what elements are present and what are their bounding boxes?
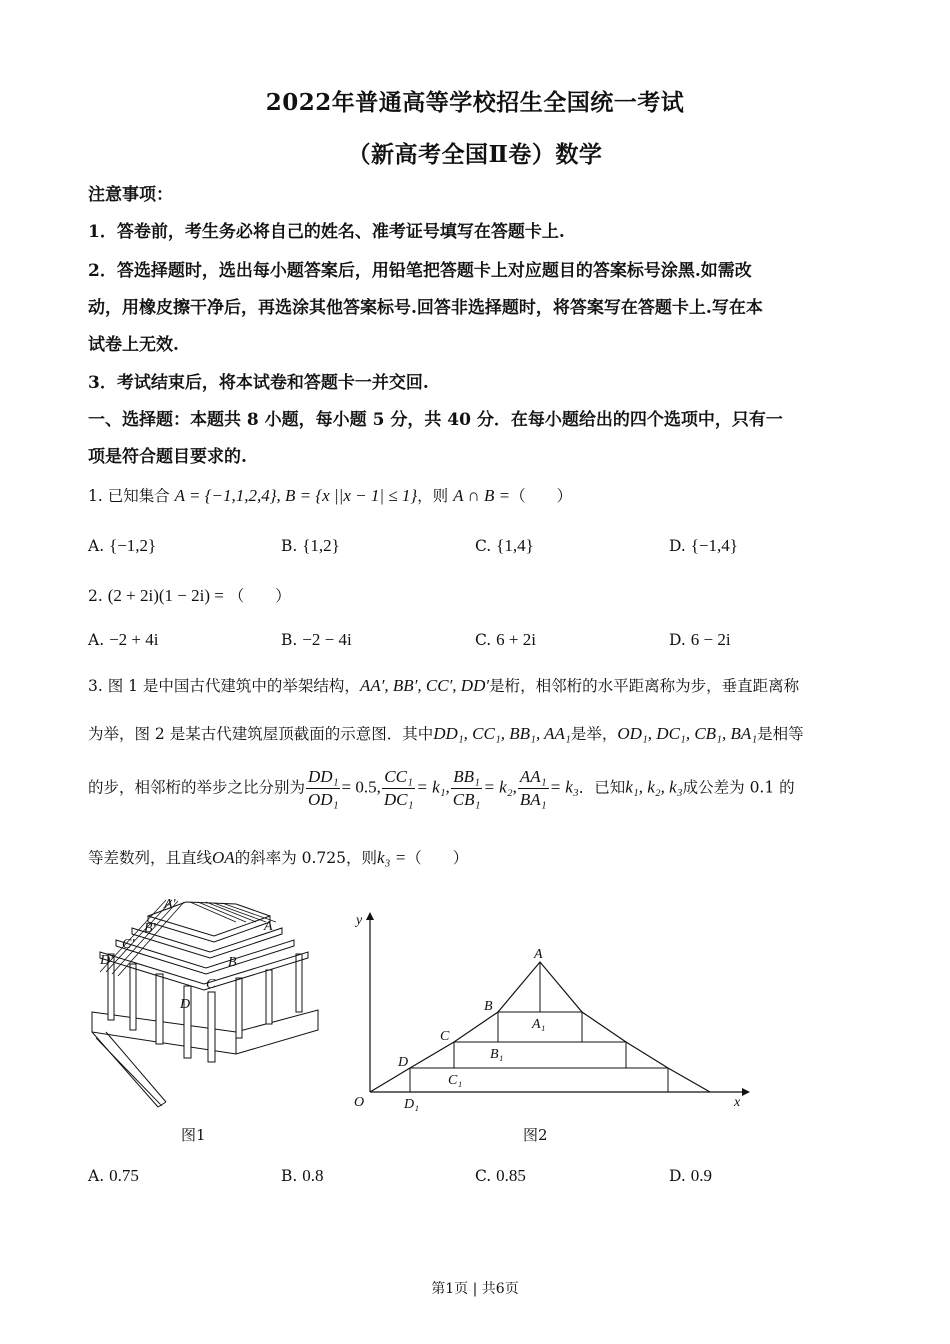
q2-prefix: 2. — [88, 587, 103, 605]
figure-2-caption: 图2 — [523, 1126, 548, 1144]
fig2-point-a: A — [534, 947, 543, 962]
q3-option-c: C. 0.85 — [475, 1166, 526, 1185]
figure-2-diagram — [350, 906, 750, 1116]
q1-option-b: B. {1,2} — [281, 536, 340, 555]
q2-option-c: C. 6 + 2i — [475, 630, 536, 649]
q2-option-a: A. −2 + 4i — [88, 630, 159, 649]
q1-prefix: 1. 已知集合 — [88, 487, 170, 505]
fig1-label-c: C — [206, 977, 216, 992]
fig1-label-a-prime: A′ — [164, 897, 176, 912]
page-footer: 第1页 | 共6页 — [431, 1281, 519, 1297]
q1-mid: ，则 — [417, 487, 449, 505]
notice-item-2c: 试卷上无效. — [88, 335, 179, 355]
fig1-label-b-prime: B′ — [144, 921, 156, 936]
exam-title: 2022年普通高等学校招生全国统一考试 — [265, 89, 685, 116]
q2-option-b: B. −2 − 4i — [281, 630, 352, 649]
exam-subtitle: （新高考全国Ⅱ卷）数学 — [347, 141, 603, 168]
fig1-label-d-prime: D′ — [100, 953, 114, 968]
q2-option-d: D. 6 − 2i — [669, 630, 731, 649]
q3-option-a: A. 0.75 — [88, 1166, 139, 1185]
notice-item-2a: 2．答选择题时，选出每小题答案后，用铅笔把答题卡上对应题目的答案标号涂黑.如需改 — [88, 261, 752, 281]
notice-item-2b: 动，用橡皮擦干净后，再选涂其他答案标号.回答非选择题时，将答案写在答题卡上.写在本 — [88, 298, 763, 318]
notice-item-3: 3．考试结束后，将本试卷和答题卡一并交回. — [88, 373, 429, 393]
question-3-line-2: 为举，图 2 是某古代建筑屋顶截面的示意图．其中DD₁, CC₁, BB₁, AA₁是举，OD₁, DC₁, CB₁, BA₁是相等 — [88, 724, 804, 743]
question-1 — [88, 484, 868, 506]
q1-intersection: A ∩ B = — [453, 486, 511, 505]
fig2-point-d: D — [398, 1055, 409, 1070]
notice-heading: 注意事项： — [88, 185, 173, 205]
fig2-point-b1: B₁ — [490, 1047, 504, 1062]
q3-option-b: B. 0.8 — [281, 1166, 324, 1185]
section-1-line-2: 项是符合题目要求的. — [88, 447, 247, 467]
fig1-label-b: B — [228, 955, 237, 970]
fig2-point-c: C — [440, 1029, 450, 1044]
q1-option-d: D. {−1,4} — [669, 536, 738, 555]
fig2-point-d1: D₁ — [404, 1097, 419, 1112]
q3-option-d: D. 0.9 — [669, 1166, 712, 1185]
q1-bracket: （ ） — [510, 487, 573, 505]
question-3-line-3: 的步，相邻桁的举步之比分别为 $\frac{\text{DD₁}}{\text{OD₁}}$ = 0.5, $\frac{\text{CC₁}}{\text{DC₁}}$ = k₁, $\frac{\text{BB₁}}{\text{CB₁}}$ = k₂, $\frac{\text{AA₁}}{\text{BA₁}}$ = k₃．已知k₁, k₂, k₃成公差为 0.1 的 — [88, 767, 795, 809]
fig2-point-b: B — [484, 999, 493, 1014]
fig2-axis-x: x — [734, 1095, 741, 1110]
fig2-axis-y: y — [356, 913, 363, 928]
notice-item-1: 1．答卷前，考生务必将自己的姓名、准考证号填写在答题卡上. — [88, 222, 565, 242]
fig1-label-c-prime: C′ — [122, 937, 135, 952]
question-3-line-1: 3. 图 1 是中国古代建筑中的举架结构，AA′, BB′, CC′, DD′是桁，相邻桁的水平距离称为步，垂直距离称 — [88, 676, 800, 695]
figure-1-building — [86, 892, 326, 1114]
fig2-origin: O — [354, 1095, 365, 1110]
fig1-label-d: D — [180, 997, 191, 1012]
fig1-label-a: A — [264, 919, 273, 934]
question-2 — [88, 584, 868, 606]
q2-bracket: （ ） — [228, 587, 291, 605]
fig2-point-c1: C₁ — [448, 1073, 463, 1088]
question-3-line-4: 等差数列，且直线OA的斜率为 0.725，则k₃ =（ ） — [88, 848, 469, 867]
q1-option-a: A. {−1,2} — [88, 536, 157, 555]
figure-1-caption: 图1 — [181, 1126, 206, 1144]
q2-expression: (2 + 2i)(1 − 2i) = — [107, 586, 224, 605]
q1-option-c: C. {1,4} — [475, 536, 534, 555]
q1-sets: A = {−1,1,2,4}, B = {x ||x − 1| ≤ 1} — [174, 486, 418, 505]
fig2-point-a1: A₁ — [532, 1017, 546, 1032]
section-1-line-1: 一、选择题：本题共 8 小题，每小题 5 分，共 40 分．在每小题给出的四个选项中，只有一 — [88, 410, 783, 430]
